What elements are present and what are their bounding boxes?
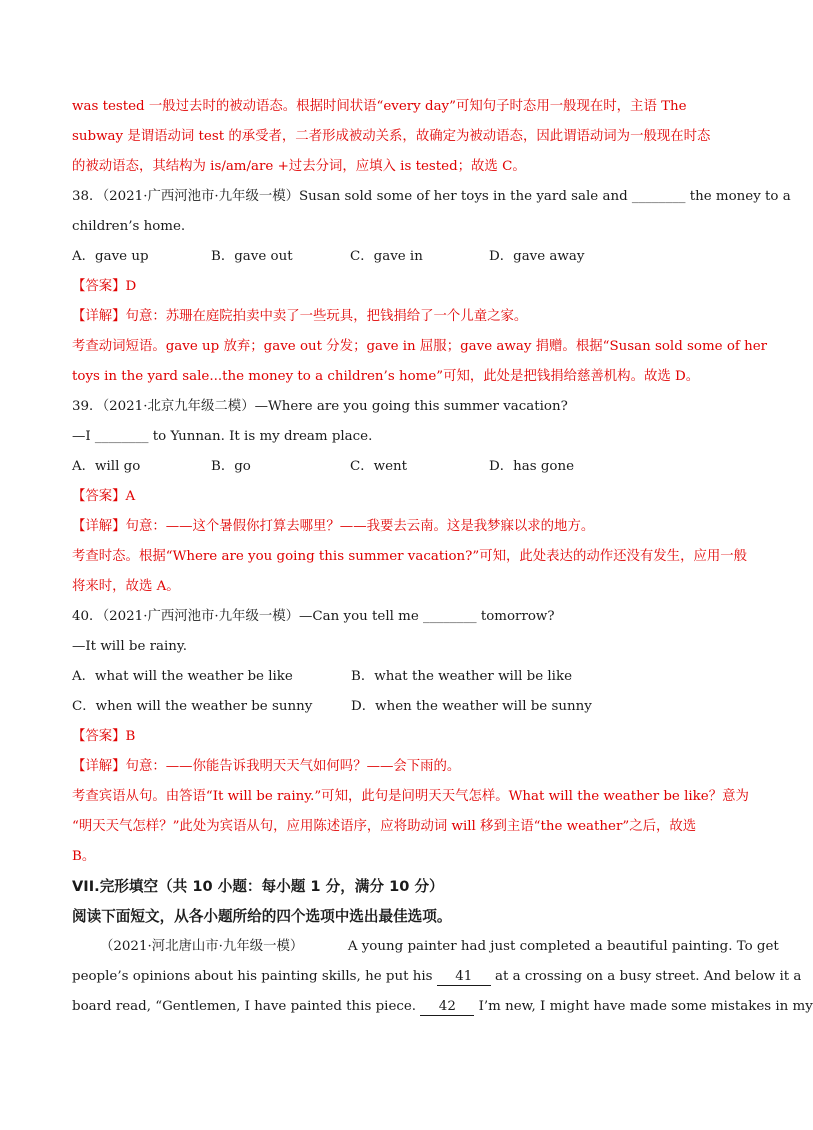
q40-detail-line-3: “明天天气怎样？”此处为宾语从句，应用陈述语序，应将助动词 will 移到主语“the weather”之后，故选 <box>72 819 697 834</box>
q40-detail-line-2: 考查宾语从句。由答语“It will be rainy.”可知，此句是问明天天气怎样。What will the weather be like？意为 <box>72 789 749 804</box>
q39-option-b: B．go <box>211 459 251 474</box>
q40-detail-line-4: B。 <box>72 849 96 864</box>
q39-option-c: C．went <box>350 459 408 474</box>
q40-stem-line-2: —It will be rainy. <box>72 639 187 654</box>
q40-option-d: D．when the weather will be sunny <box>351 699 592 714</box>
q38-detail-line-1: 【详解】句意：苏珊在庭院拍卖中卖了一些玩具，把钱捐给了一个儿童之家。 <box>72 309 528 324</box>
q39-option-d: D．has gone <box>489 459 575 474</box>
q38-options <box>72 242 728 272</box>
q40-answer: 【答案】B <box>72 729 136 744</box>
q38-detail-line-3: toys in the yard sale...the money to a children’s home”可知，此处是把钱捐给慈善机构。故选 D。 <box>72 369 700 384</box>
q40-stem-line-1: 40．（2021·广西河池市·九年级一模）—Can you tell me ________ tomorrow? <box>72 609 555 624</box>
passage-line-3 <box>72 992 813 1022</box>
section-title: VII.完形填空（共 10 小题：每小题 1 分，满分 10 分） <box>72 878 444 895</box>
q40-option-a: A．what will the weather be like <box>72 669 293 684</box>
passage-text-1: A young painter had just completed a beautiful painting. To get <box>347 939 779 954</box>
passage-text-3b: I’m new, I might have made some mistakes in my <box>478 999 813 1014</box>
document-page <box>72 92 813 1022</box>
q38-stem-line-1: 38．（2021·广西河池市·九年级一模）Susan sold some of her toys in the yard sale and ________ the money to a <box>72 189 791 204</box>
q38-option-d: D．gave away <box>489 249 585 264</box>
q38-option-a: A．gave up <box>72 249 149 264</box>
q37-explanation-line-1: was tested 一般过去时的被动语态。根据时间状语“every day”可知句子时态用一般现在时，主语 The <box>72 99 687 114</box>
q38-answer: 【答案】D <box>72 279 137 294</box>
q38-stem-line-2: children’s home. <box>72 219 186 234</box>
q40-option-b: B．what the weather will be like <box>351 669 573 684</box>
q39-stem-line-1: 39．（2021·北京九年级二模）—Where are you going this summer vacation? <box>72 399 568 414</box>
q39-options <box>72 452 728 482</box>
q40-options-row-1 <box>72 662 728 692</box>
q39-detail-line-3: 将来时，故选 A。 <box>72 579 180 594</box>
passage-text-3a: board read, “Gentlemen, I have painted this piece. <box>72 999 417 1014</box>
section-instruction: 阅读下面短文，从各小题所给的四个选项中选出最佳选项。 <box>72 908 452 925</box>
blank-41[interactable]: 41 <box>437 969 491 986</box>
q40-detail-line-1: 【详解】句意：——你能告诉我明天天气如何吗？——会下雨的。 <box>72 759 461 774</box>
passage-line-2 <box>72 962 802 992</box>
q37-explanation-line-3: 的被动语态，其结构为 is/am/are +过去分词，应填入 is tested；故选 C。 <box>72 159 526 174</box>
passage-line-1 <box>72 932 779 962</box>
passage-text-2b: at a crossing on a busy street. And below it a <box>495 969 802 984</box>
q38-option-c: C．gave in <box>350 249 423 264</box>
q38-option-b: B．gave out <box>211 249 293 264</box>
q40-option-c: C．when will the weather be sunny <box>72 699 313 714</box>
passage-source: （2021·河北唐山市·九年级一模） <box>100 939 304 954</box>
q37-explanation-line-2: subway 是谓语动词 test 的承受者，二者形成被动关系，故确定为被动语态，因此谓语动词为一般现在时态 <box>72 129 711 144</box>
blank-42[interactable]: 42 <box>420 999 474 1016</box>
q38-detail-line-2: 考查动词短语。gave up 放弃；gave out 分发；gave in 屈服；gave away 捐赠。根据“Susan sold some of her <box>72 339 768 354</box>
q39-stem-line-2: —I ________ to Yunnan. It is my dream place. <box>72 429 373 444</box>
q39-detail-line-2: 考查时态。根据“Where are you going this summer vacation?”可知，此处表达的动作还没有发生，应用一般 <box>72 549 748 564</box>
q40-options-row-2 <box>72 692 728 722</box>
passage-text-2a: people’s opinions about his painting skills, he put his <box>72 969 433 984</box>
q39-detail-line-1: 【详解】句意：——这个暑假你打算去哪里？——我要去云南。这是我梦寐以求的地方。 <box>72 519 595 534</box>
q39-option-a: A．will go <box>72 459 141 474</box>
q39-answer: 【答案】A <box>72 489 136 504</box>
